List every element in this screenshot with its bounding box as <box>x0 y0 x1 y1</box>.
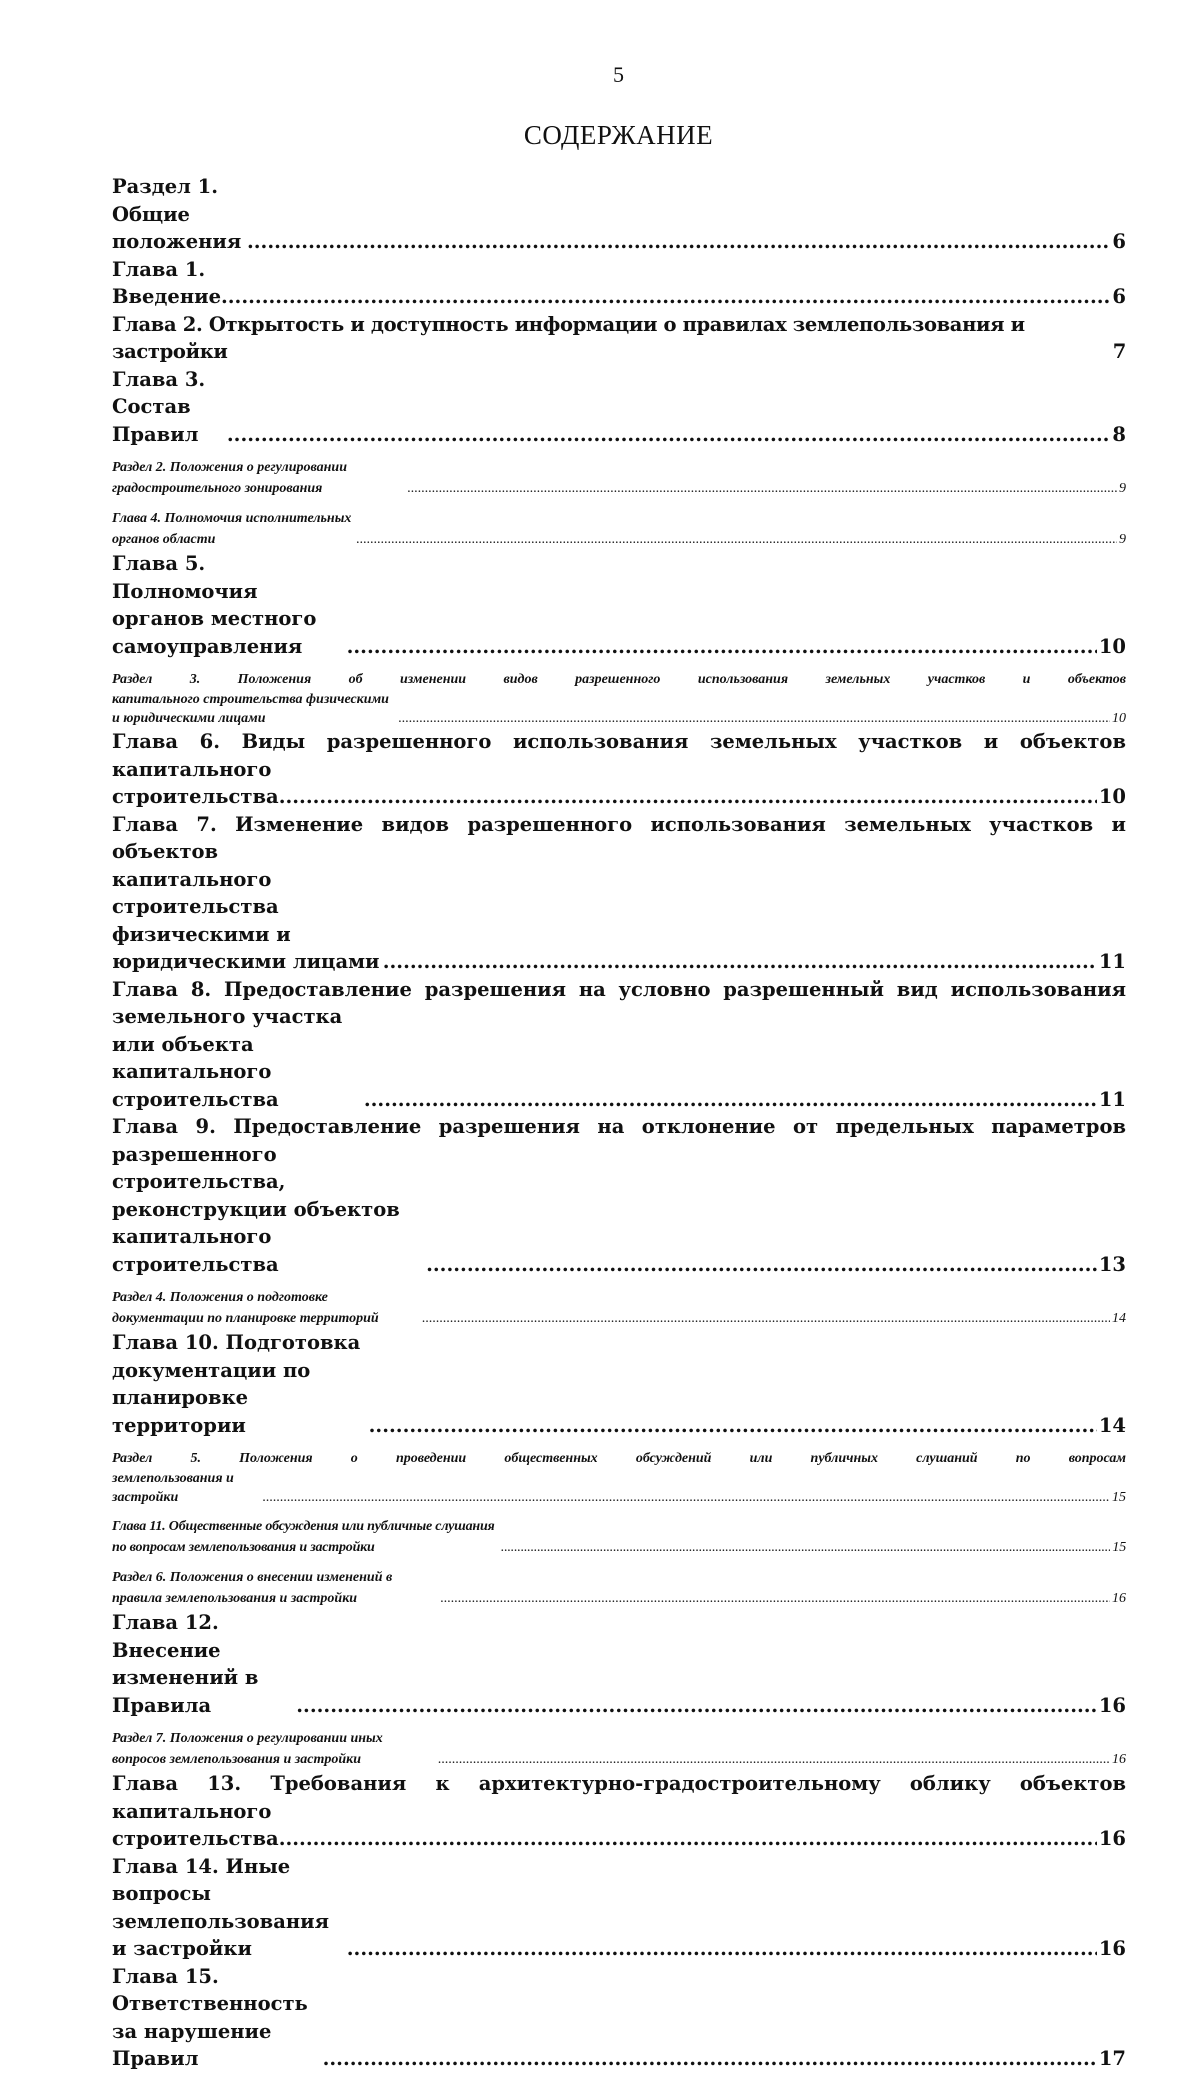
toc-entry-page: 15 <box>1112 1540 1126 1555</box>
toc-entry-text: Глава 3. Состав Правил <box>112 367 206 446</box>
toc-entry-page: 6 <box>1112 285 1126 308</box>
toc-entry-text: Глава 15. Ответственность за нарушение Правил <box>112 1964 308 2070</box>
toc-entry[interactable] <box>112 256 1126 311</box>
toc-entry-page: 7 <box>1112 340 1126 363</box>
toc-entry-page: 16 <box>1112 1591 1126 1606</box>
toc-entry-text-line1: Глава 13. Требования к архитектурно-градостроительному облику объектов капитального <box>112 1772 1126 1823</box>
toc-leader-dots <box>356 529 1117 550</box>
toc-leader-dots <box>279 1825 1097 1853</box>
toc-entry-page: 11 <box>1098 950 1126 973</box>
toc-entry[interactable] <box>112 311 1126 366</box>
page-title: СОДЕРЖАНИЕ <box>523 120 714 150</box>
toc-entry-text-line2: строительства <box>112 1827 279 1850</box>
toc-leader-dots <box>296 1692 1097 1720</box>
toc-entry-multiline[interactable] <box>112 669 1126 728</box>
toc-entry-page: 13 <box>1098 1252 1126 1276</box>
toc-entry-page: 10 <box>1098 785 1126 808</box>
toc-entry-text-line1: Глава 9. Предоставление разрешения на отклонение от предельных параметров <box>112 1115 1126 1138</box>
toc-entry[interactable] <box>112 1287 1126 1329</box>
toc-entry-multiline[interactable] <box>112 1113 1126 1278</box>
toc-entry-text-line1: Раздел 3. Положения об изменении видов разрешенного использования земельных участков и объектов <box>112 672 1126 687</box>
toc-entry[interactable] <box>112 366 1126 449</box>
toc-entry-text-line2: капитального строительства физическими и юридическими лицами <box>112 867 380 973</box>
toc-entry-text: Глава 1. Введение <box>112 257 221 308</box>
toc-entry-text-line2: разрешенного строительства, реконструкции объектов капитального строительства <box>112 1142 400 1276</box>
toc-entry-text-line1: Глава 7. Изменение видов разрешенного использования земельных участков и объектов <box>112 812 1126 863</box>
toc-entry-text: Раздел 2. Положения о регулировании градостроительного зонирования <box>112 460 347 496</box>
toc-leader-dots <box>323 2045 1097 2073</box>
toc-entry-text: Раздел 4. Положения о подготовке документации по планировке территорий <box>112 1290 379 1326</box>
toc-leader-dots <box>383 948 1097 976</box>
toc-entry-text: Раздел 7. Положения о регулировании иных вопросов землепользования и застройки <box>112 1731 383 1767</box>
toc-leader-dots <box>426 1251 1097 1279</box>
toc-entry-text: Глава 10. Подготовка документации по планировке территории <box>112 1331 361 1437</box>
toc-entry-text-line2: строительства <box>112 785 279 808</box>
toc-entry[interactable] <box>112 1516 1126 1558</box>
toc-entry-page: 17 <box>1098 2047 1126 2070</box>
toc-entry-page: 8 <box>1112 422 1126 446</box>
toc-leader-dots <box>347 1935 1097 1963</box>
toc-entry[interactable] <box>112 1853 1126 1963</box>
toc-entry-page: 9 <box>1119 532 1126 547</box>
toc-entry[interactable] <box>112 1728 1126 1770</box>
toc-entry-page: 16 <box>1098 1827 1126 1850</box>
toc-entry-page: 14 <box>1112 1311 1126 1326</box>
toc-entry-text: Раздел 1. Общие положения <box>112 175 242 253</box>
table-of-contents <box>112 173 1126 2073</box>
toc-leader-dots <box>440 1588 1110 1609</box>
toc-entry-page: 9 <box>1119 481 1126 496</box>
toc-entry-page: 14 <box>1098 1413 1126 1437</box>
toc-leader-dots <box>279 783 1097 811</box>
toc-entry-text-line1: Глава 6. Виды разрешенного использования земельных участков и объектов капитального <box>112 730 1126 781</box>
toc-entry-text-line1: Глава 8. Предоставление разрешения на условно разрешенный вид использования <box>112 977 1126 1001</box>
toc-entry-text: Глава 4. Полномочия исполнительных органов области <box>112 511 352 547</box>
toc-entry-multiline[interactable] <box>112 811 1126 976</box>
toc-leader-dots <box>227 421 1111 449</box>
page-number: 5 <box>613 62 624 87</box>
toc-entry-page: 11 <box>1098 1087 1126 1111</box>
toc-leader-dots <box>347 633 1097 661</box>
toc-leader-dots <box>398 709 1110 728</box>
toc-entry[interactable] <box>112 508 1126 550</box>
toc-leader-dots <box>438 1749 1110 1770</box>
toc-entry-text-line2: капитального строительства физическими и юридическими лицами <box>112 692 389 726</box>
toc-entry-text: Глава 5. Полномочия органов местного самоуправления <box>112 552 317 658</box>
toc-entry-multiline[interactable] <box>112 1770 1126 1853</box>
toc-entry-multiline[interactable] <box>112 728 1126 811</box>
toc-entry-text: Глава 2. Открытость и доступность информации о правилах землепользования и застройки <box>112 312 1025 363</box>
toc-entry[interactable] <box>112 1963 1126 2073</box>
toc-entry-text: Глава 14. Иные вопросы землепользования и застройки <box>112 1854 329 1960</box>
toc-entry[interactable] <box>112 173 1126 256</box>
toc-leader-dots <box>221 283 1110 311</box>
toc-entry-multiline[interactable] <box>112 1448 1126 1507</box>
toc-entry-page: 16 <box>1098 1693 1126 1717</box>
toc-leader-dots <box>247 228 1110 256</box>
toc-entry-page: 6 <box>1112 230 1126 253</box>
toc-entry-page: 15 <box>1112 1490 1126 1505</box>
toc-entry-text-line2: земельного участка или объекта капитального строительства <box>112 1005 343 1111</box>
toc-entry-page: 10 <box>1112 711 1126 726</box>
toc-entry[interactable] <box>112 1329 1126 1439</box>
toc-entry[interactable] <box>112 1567 1126 1609</box>
toc-entry-page: 16 <box>1098 1937 1126 1960</box>
toc-entry[interactable] <box>112 1609 1126 1719</box>
toc-entry-page: 10 <box>1098 634 1126 658</box>
toc-entry-text: Глава 11. Общественные обсуждения или публичные слушания по вопросам землепользования и застройки <box>112 1519 495 1555</box>
toc-entry[interactable] <box>112 457 1126 499</box>
toc-leader-dots <box>263 1488 1110 1507</box>
toc-leader-dots <box>364 1086 1097 1114</box>
toc-entry-page: 16 <box>1112 1752 1126 1767</box>
toc-entry-text-line1: Раздел 5. Положения о проведении общественных обсуждений или публичных слушаний по вопросам <box>112 1451 1126 1466</box>
toc-leader-dots <box>369 1412 1097 1440</box>
toc-entry-text: Раздел 6. Положения о внесении изменений в правила землепользования и застройки <box>112 1570 393 1606</box>
toc-entry-text: Глава 12. Внесение изменений в Правила <box>112 1611 259 1717</box>
toc-entry[interactable] <box>112 550 1126 660</box>
toc-leader-dots <box>407 478 1117 499</box>
toc-entry-multiline[interactable] <box>112 976 1126 1114</box>
toc-entry-text-line2: землепользования и застройки <box>112 1471 234 1505</box>
toc-leader-dots <box>501 1537 1111 1558</box>
toc-leader-dots <box>422 1308 1110 1329</box>
